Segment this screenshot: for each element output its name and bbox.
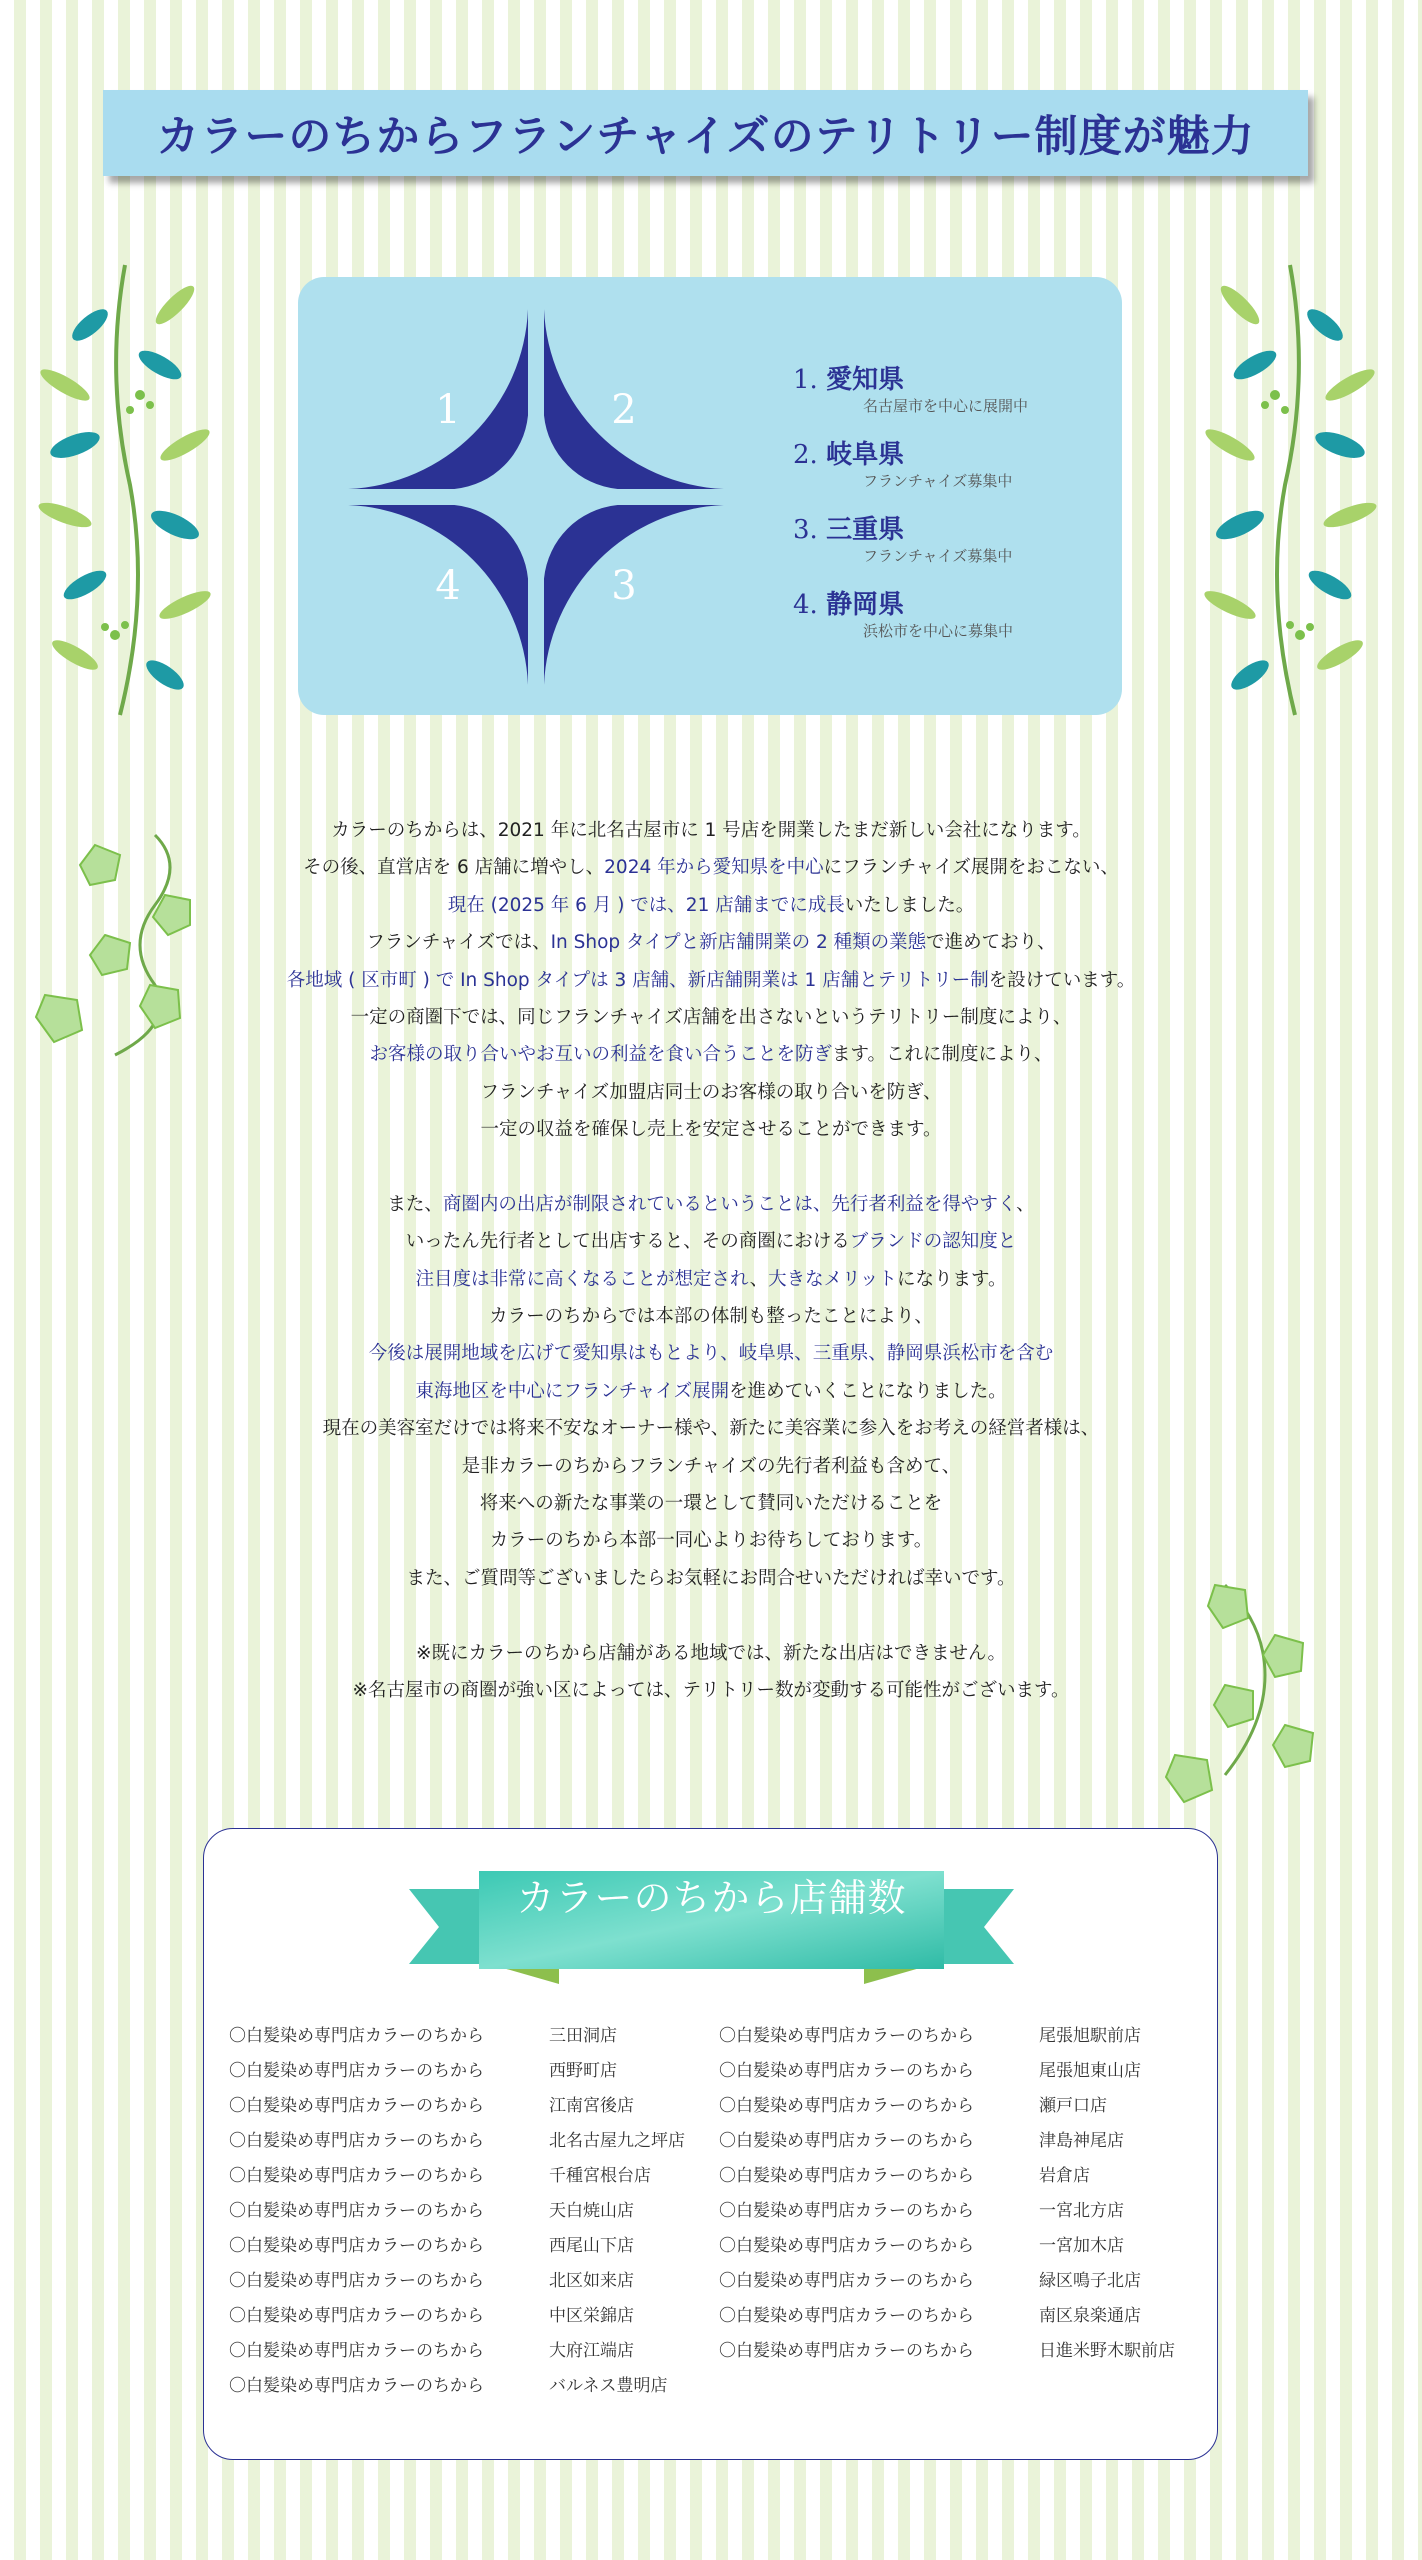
text-segment: ※名古屋市の商圏が強い区によっては、テリトリー数が変動する可能性がございます。 bbox=[352, 1679, 1070, 1701]
description-line bbox=[150, 1635, 1272, 1672]
description-line bbox=[150, 1485, 1272, 1522]
store-list-item bbox=[719, 2161, 1175, 2196]
legend-number: 2. bbox=[793, 440, 827, 470]
store-list-item bbox=[719, 2336, 1175, 2371]
highlighted-text: 商圏内の出店が制限されているということは、先行者利益を得やすく bbox=[442, 1193, 1017, 1215]
store-brand-prefix: 〇白髪染め専門店カラーのちから bbox=[719, 2096, 974, 2116]
store-list-item bbox=[229, 2266, 685, 2301]
highlighted-text: ブランドの認知度と bbox=[849, 1231, 1017, 1253]
paragraph-gap bbox=[150, 1149, 1272, 1186]
ring-segment-label-1: 1 bbox=[435, 387, 461, 433]
store-name: 天白焼山店 bbox=[549, 2201, 634, 2221]
text-segment: また、 bbox=[387, 1193, 443, 1215]
store-name: 北区如来店 bbox=[549, 2271, 634, 2291]
store-list-item bbox=[229, 2301, 685, 2336]
text-segment: フランチャイズ加盟店同士のお客様の取り合いを防ぎ、 bbox=[480, 1081, 942, 1103]
store-list-item bbox=[229, 2091, 685, 2126]
store-name: 岩倉店 bbox=[1039, 2166, 1090, 2186]
store-brand-prefix: 〇白髪染め専門店カラーのちから bbox=[229, 2096, 484, 2116]
legend-region-label: 岐阜県 bbox=[826, 440, 905, 470]
store-column-right bbox=[719, 2021, 1175, 2371]
store-brand-prefix: 〇白髪染め専門店カラーのちから bbox=[719, 2201, 974, 2221]
store-brand-prefix: 〇白髪染め専門店カラーのちから bbox=[719, 2166, 974, 2186]
description-line bbox=[150, 962, 1272, 999]
text-segment: その後、直営店を 6 店舗に増やし、 bbox=[303, 857, 605, 879]
description-line bbox=[150, 1223, 1272, 1260]
store-brand-prefix: 〇白髪染め専門店カラーのちから bbox=[719, 2306, 974, 2326]
text-segment: になります。 bbox=[896, 1268, 1007, 1290]
text-segment: 一定の商圏下では、同じフランチャイズ店舗を出さないというテリトリー制度により、 bbox=[350, 1006, 1072, 1028]
description-line bbox=[150, 1261, 1272, 1298]
description-line bbox=[150, 1448, 1272, 1485]
description-line bbox=[150, 1186, 1272, 1223]
legend-region-description: フランチャイズ募集中 bbox=[863, 472, 1013, 490]
store-name: 千種宮根台店 bbox=[549, 2166, 651, 2186]
store-list-item bbox=[719, 2021, 1175, 2056]
store-brand-prefix: 〇白髪染め専門店カラーのちから bbox=[229, 2026, 484, 2046]
text-segment: 将来への新たな事業の一環として賛同いただけることを bbox=[479, 1493, 943, 1515]
highlighted-text: 各地域 ( 区市町 ) で In Shop タイプは 3 店舗、新店舗開業は 1 店舗とテリトリー制 bbox=[286, 969, 989, 991]
title-banner bbox=[103, 90, 1308, 176]
description-line bbox=[150, 1298, 1272, 1335]
store-name: 津島神尾店 bbox=[1039, 2131, 1124, 2151]
paragraph-gap bbox=[150, 1597, 1272, 1634]
store-brand-prefix: 〇白髪染め専門店カラーのちから bbox=[229, 2236, 484, 2256]
text-segment: 、 bbox=[749, 1268, 769, 1290]
territory-ring-diagram bbox=[348, 309, 724, 685]
region-map-panel bbox=[298, 277, 1122, 715]
text-segment: カラーのちからでは本部の体制も整ったことにより、 bbox=[489, 1306, 933, 1328]
store-list-item bbox=[719, 2196, 1175, 2231]
store-brand-prefix: 〇白髪染め専門店カラーのちから bbox=[719, 2061, 974, 2081]
legend-item bbox=[793, 584, 1093, 659]
ring-segment-label-4: 4 bbox=[435, 563, 461, 609]
legend-region-description: 名古屋市を中心に展開中 bbox=[863, 397, 1029, 415]
legend-region-label: 静岡県 bbox=[826, 590, 905, 620]
store-count-title: カラーのちから店舗数 bbox=[516, 1876, 907, 1920]
store-brand-prefix: 〇白髪染め専門店カラーのちから bbox=[229, 2306, 484, 2326]
text-segment: ます。これに制度により、 bbox=[831, 1044, 1053, 1066]
page-title: カラーのちからフランチャイズのテリトリー制度が魅力 bbox=[156, 111, 1255, 162]
store-list-item bbox=[719, 2091, 1175, 2126]
highlighted-text: In Shop タイプと新店舗開業の 2 種類の業態 bbox=[550, 932, 927, 954]
legend-region-description: フランチャイズ募集中 bbox=[863, 547, 1013, 565]
description-line bbox=[150, 1522, 1272, 1559]
store-list-panel bbox=[203, 1828, 1218, 2460]
legend-region-label: 愛知県 bbox=[826, 365, 905, 395]
store-brand-prefix: 〇白髪染め専門店カラーのちから bbox=[229, 2341, 484, 2361]
store-name: 一宮北方店 bbox=[1039, 2201, 1124, 2221]
store-name: 緑区鳴子北店 bbox=[1039, 2271, 1141, 2291]
description-line bbox=[150, 849, 1272, 886]
legend-region-name bbox=[793, 359, 1093, 396]
highlighted-text: 現在 (2025 年 6 月 ) では、21 店舗までに成長 bbox=[447, 894, 845, 916]
store-name: 大府江端店 bbox=[549, 2341, 634, 2361]
description-line bbox=[150, 1111, 1272, 1148]
description-line bbox=[150, 999, 1272, 1036]
store-list-item bbox=[229, 2336, 685, 2371]
store-name: 一宮加木店 bbox=[1039, 2236, 1124, 2256]
store-brand-prefix: 〇白髪染め専門店カラーのちから bbox=[719, 2131, 974, 2151]
text-segment: フランチャイズでは、 bbox=[366, 932, 551, 954]
text-segment: を進めていくことになりました。 bbox=[729, 1380, 1007, 1402]
store-brand-prefix: 〇白髪染め専門店カラーのちから bbox=[229, 2201, 484, 2221]
leaf-decoration-right-icon bbox=[1200, 255, 1380, 725]
ring-labels bbox=[435, 387, 636, 609]
store-list-item bbox=[719, 2301, 1175, 2336]
store-list-item bbox=[229, 2056, 685, 2091]
description-line bbox=[150, 1373, 1272, 1410]
text-segment: で進めており、 bbox=[926, 932, 1056, 954]
text-segment: 、 bbox=[1016, 1193, 1035, 1215]
legend-number: 4. bbox=[793, 590, 827, 620]
store-brand-prefix: 〇白髪染め専門店カラーのちから bbox=[229, 2061, 484, 2081]
description-line bbox=[150, 1036, 1272, 1073]
legend-region-name bbox=[793, 434, 1093, 471]
store-list-item bbox=[719, 2056, 1175, 2091]
ring-segments bbox=[348, 309, 724, 685]
store-brand-prefix: 〇白髪染め専門店カラーのちから bbox=[229, 2166, 484, 2186]
store-brand-prefix: 〇白髪染め専門店カラーのちから bbox=[719, 2236, 974, 2256]
highlighted-text: 注目度は非常に高くなることが想定され bbox=[415, 1268, 750, 1290]
description-line bbox=[150, 887, 1272, 924]
store-list-item bbox=[229, 2371, 685, 2406]
store-list-item bbox=[719, 2126, 1175, 2161]
store-brand-prefix: 〇白髪染め専門店カラーのちから bbox=[719, 2341, 974, 2361]
description-line bbox=[150, 924, 1272, 961]
store-name: バルネス豊明店 bbox=[549, 2376, 668, 2396]
store-brand-prefix: 〇白髪染め専門店カラーのちから bbox=[719, 2026, 974, 2046]
text-segment: いたしました。 bbox=[844, 894, 975, 916]
text-segment: 一定の収益を確保し売上を安定させることができます。 bbox=[480, 1119, 942, 1141]
store-brand-prefix: 〇白髪染め専門店カラーのちから bbox=[229, 2271, 484, 2291]
description-line bbox=[150, 1335, 1272, 1372]
highlighted-text: 東海地区を中心にフランチャイズ展開 bbox=[415, 1380, 730, 1402]
store-name: 瀬戸口店 bbox=[1039, 2096, 1107, 2116]
store-brand-prefix: 〇白髪染め専門店カラーのちから bbox=[229, 2131, 484, 2151]
legend-region-name bbox=[793, 509, 1093, 546]
highlighted-text: 大きなメリット bbox=[768, 1268, 897, 1290]
store-name: 尾張旭東山店 bbox=[1039, 2061, 1141, 2081]
store-brand-prefix: 〇白髪染め専門店カラーのちから bbox=[719, 2271, 974, 2291]
legend-item bbox=[793, 359, 1093, 434]
description-line bbox=[150, 1074, 1272, 1111]
leaf-decoration-left-icon bbox=[35, 255, 215, 725]
store-list-item bbox=[229, 2196, 685, 2231]
highlighted-text: 2024 年から愛知県を中心 bbox=[604, 857, 824, 879]
store-name: 尾張旭駅前店 bbox=[1039, 2026, 1141, 2046]
ring-segment-label-3: 3 bbox=[611, 563, 637, 609]
region-legend bbox=[793, 359, 1093, 659]
legend-region-label: 三重県 bbox=[826, 515, 905, 545]
text-segment: にフランチャイズ展開をおこない、 bbox=[823, 857, 1119, 879]
franchise-description bbox=[150, 812, 1272, 1709]
store-name: 西野町店 bbox=[549, 2061, 617, 2081]
legend-item bbox=[793, 509, 1093, 584]
store-list-item bbox=[229, 2021, 685, 2056]
store-name: 日進米野木駅前店 bbox=[1039, 2341, 1175, 2361]
store-brand-prefix: 〇白髪染め専門店カラーのちから bbox=[229, 2376, 484, 2396]
text-segment: を設けています。 bbox=[988, 969, 1136, 991]
description-line bbox=[150, 1560, 1272, 1597]
legend-region-description: 浜松市を中心に募集中 bbox=[863, 622, 1014, 640]
legend-item bbox=[793, 434, 1093, 509]
text-segment: ※既にカラーのちから店舗がある地域では、新たな出店はできません。 bbox=[415, 1642, 1007, 1664]
store-name: 南区泉楽通店 bbox=[1039, 2306, 1141, 2326]
text-segment: 是非カラーのちからフランチャイズの先行者利益も含めて、 bbox=[461, 1455, 961, 1477]
text-segment: いったん先行者として出店すると、その商圏における bbox=[405, 1231, 850, 1253]
store-list-item bbox=[229, 2231, 685, 2266]
highlighted-text: お客様の取り合いやお互いの利益を食い合うことを防ぎ bbox=[369, 1044, 832, 1066]
text-segment: カラーのちから本部一同心よりお待ちしております。 bbox=[489, 1530, 933, 1552]
store-list-item bbox=[229, 2161, 685, 2196]
text-segment: また、ご質問等ございましたらお気軽にお問合せいただければ幸いです。 bbox=[406, 1567, 1016, 1589]
store-name: 三田洞店 bbox=[549, 2026, 617, 2046]
highlighted-text: 今後は展開地域を広げて愛知県はもとより、岐阜県、三重県、静岡県浜松市を含む bbox=[368, 1343, 1054, 1365]
store-name: 西尾山下店 bbox=[549, 2236, 634, 2256]
store-name: 江南宮後店 bbox=[549, 2096, 634, 2116]
store-name: 中区栄錦店 bbox=[549, 2306, 634, 2326]
description-line bbox=[150, 1410, 1272, 1447]
text-segment: 現在の美容室だけでは将来不安なオーナー様や、新たに美容業に参入をお考えの経営者様は、 bbox=[322, 1418, 1100, 1440]
legend-number: 1. bbox=[793, 365, 827, 395]
store-column-left bbox=[229, 2021, 685, 2406]
store-list-item bbox=[229, 2126, 685, 2161]
store-list-item bbox=[719, 2266, 1175, 2301]
store-list-item bbox=[719, 2231, 1175, 2266]
legend-region-name bbox=[793, 584, 1093, 621]
description-line bbox=[150, 812, 1272, 849]
text-segment: カラーのちからは、2021 年に北名古屋市に 1 号店を開業したまだ新しい会社になります。 bbox=[331, 820, 1091, 841]
store-name: 北名古屋九之坪店 bbox=[549, 2131, 685, 2151]
description-line bbox=[150, 1672, 1272, 1709]
ring-segment-label-2: 2 bbox=[611, 387, 637, 433]
legend-number: 3. bbox=[793, 515, 827, 545]
